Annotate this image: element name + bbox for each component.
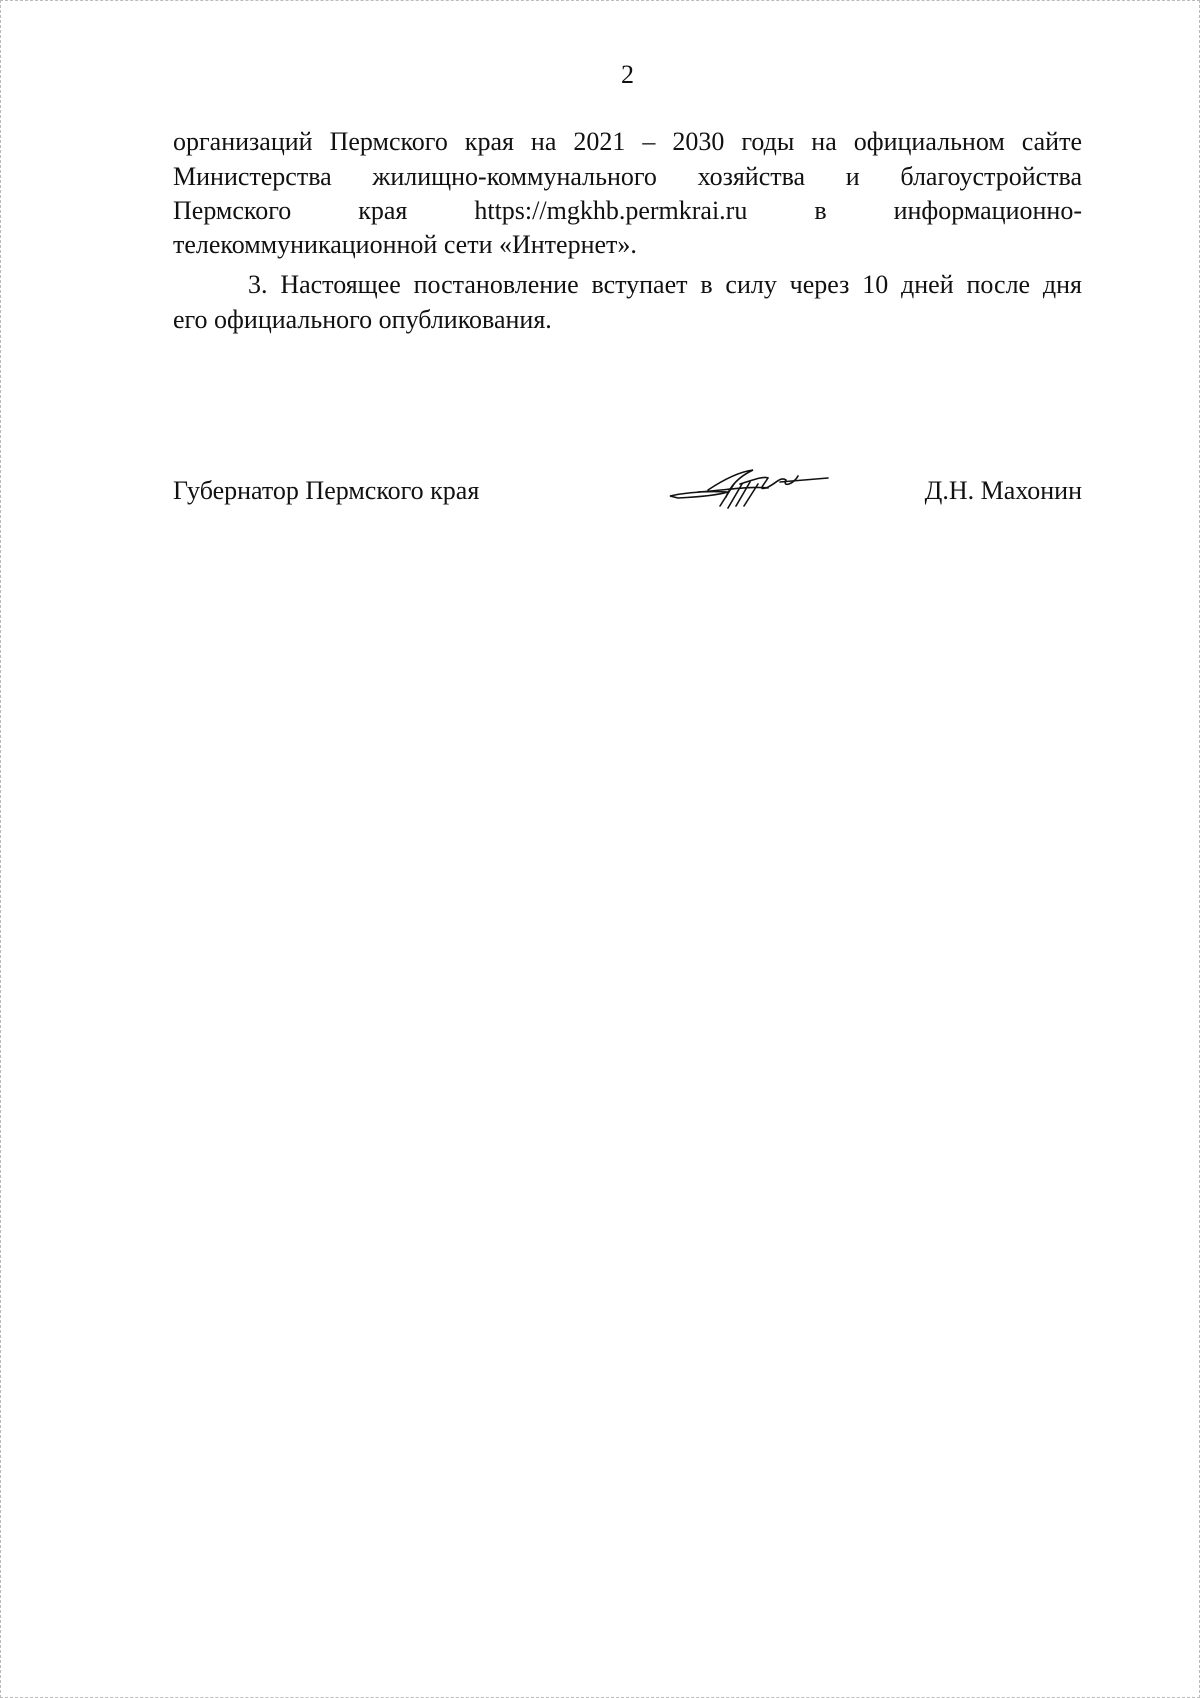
body-line: организаций Пермского края на 2021 – 2030 годы на официальном сайте: [173, 127, 1082, 156]
signatory-position: Губернатор Пермского края: [173, 476, 480, 505]
paragraph-3-line: 3. Настоящее постановление вступает в силу через 10 дней после дня: [248, 270, 1082, 299]
page-number: 2: [621, 60, 634, 89]
body-line: Министерства жилищно-коммунального хозяйства и благоустройства: [173, 162, 1082, 191]
body-line: телекоммуникационной сети «Интернет».: [173, 230, 637, 259]
handwritten-signature: [668, 462, 848, 512]
body-line: его официального опубликования.: [173, 305, 552, 334]
signatory-name: Д.Н. Махонин: [924, 476, 1082, 505]
body-line: Пермского края https://mgkhb.permkrai.ru в информационно-: [173, 196, 1082, 225]
